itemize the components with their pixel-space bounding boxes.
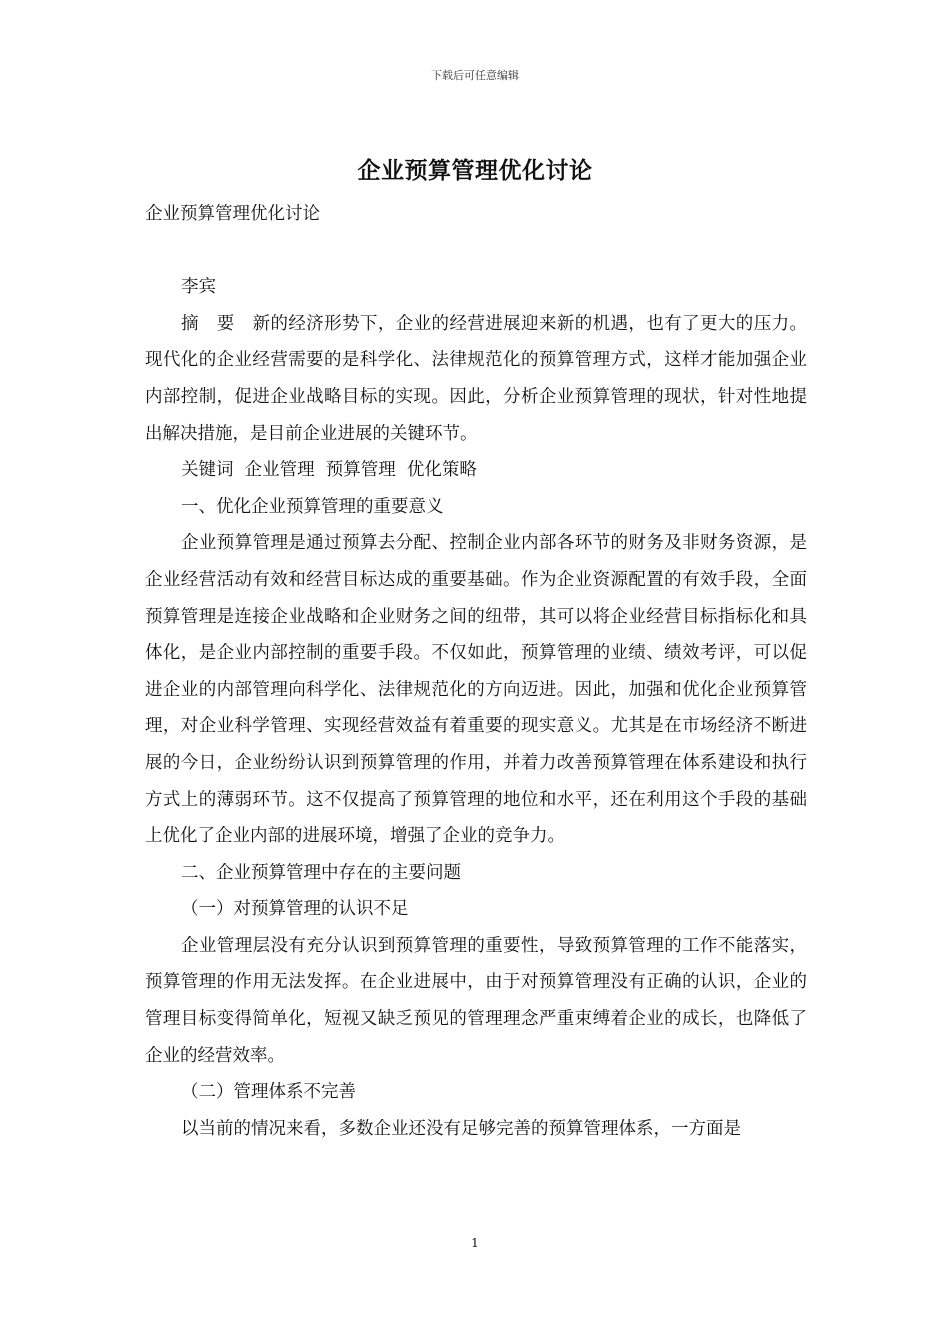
subsection-2-heading: （二）管理体系不完善	[181, 1082, 356, 1103]
document-title: 企业预算管理优化讨论	[357, 157, 593, 184]
keywords-line: 关键词 企业管理 预算管理 优化策略	[181, 460, 477, 481]
subsection-1-paragraph: 企业管理层没有充分认识到预算管理的重要性，导致预算管理的工作不能落实，预算管理的作用无法发挥。在企业进展中，由于对预算管理没有正确的认识，企业的管理目标变得简单化，短视又缺乏预见的管理理念严重束缚着企业的成长，也降低了企业的经营效率。	[145, 935, 807, 1066]
subsection-2-paragraph: 以当前的情况来看，多数企业还没有足够完善的预算管理体系，一方面是	[181, 1118, 741, 1139]
section-1-paragraph: 企业预算管理是通过预算去分配、控制企业内部各环节的财务及非财务资源，是企业经营活动有效和经营目标达成的重要基础。作为企业资源配置的有效手段，全面预算管理是连接企业战略和企业财务之间的纽带，其可以将企业经营目标指标化和具体化，是企业内部控制的重要手段。不仅如此，预算管理的业绩、绩效考评，可以促进企业的内部管理向科学化、法律规范化的方向迈进。因此，加强和优化企业预算管理，对企业科学管理、实现经营效益有着重要的现实意义。尤其是在市场经济不断进展的今日，企业纷纷认识到预算管理的作用，并着力改善预算管理在体系建设和执行方式上的薄弱环节。这不仅提高了预算管理的地位和水平，还在利用这个手段的基础上优化了企业内部的进展环境，增强了企业的竞争力。	[145, 533, 807, 847]
page-number: 1	[471, 1236, 479, 1250]
section-2-heading: 二、企业预算管理中存在的主要问题	[181, 862, 461, 883]
abstract-paragraph: 摘 要 新的经济形势下，企业的经营进展迎来新的机遇，也有了更大的压力。现代化的企业经营需要的是科学化、法律规范化的预算管理方式，这样才能加强企业内部控制，促进企业战略目标的实现。因此，分析企业预算管理的现状，针对性地提出解决措施，是目前企业进展的关键环节。	[145, 313, 807, 444]
document-body	[145, 196, 807, 1147]
header-note: 下载后可任意编辑	[431, 69, 519, 82]
subsection-1-heading: （一）对预算管理的认识不足	[181, 899, 409, 920]
section-1-heading: 一、优化企业预算管理的重要意义	[181, 496, 444, 517]
author-name: 李宾	[181, 277, 216, 298]
document-subtitle: 企业预算管理优化讨论	[145, 204, 320, 224]
